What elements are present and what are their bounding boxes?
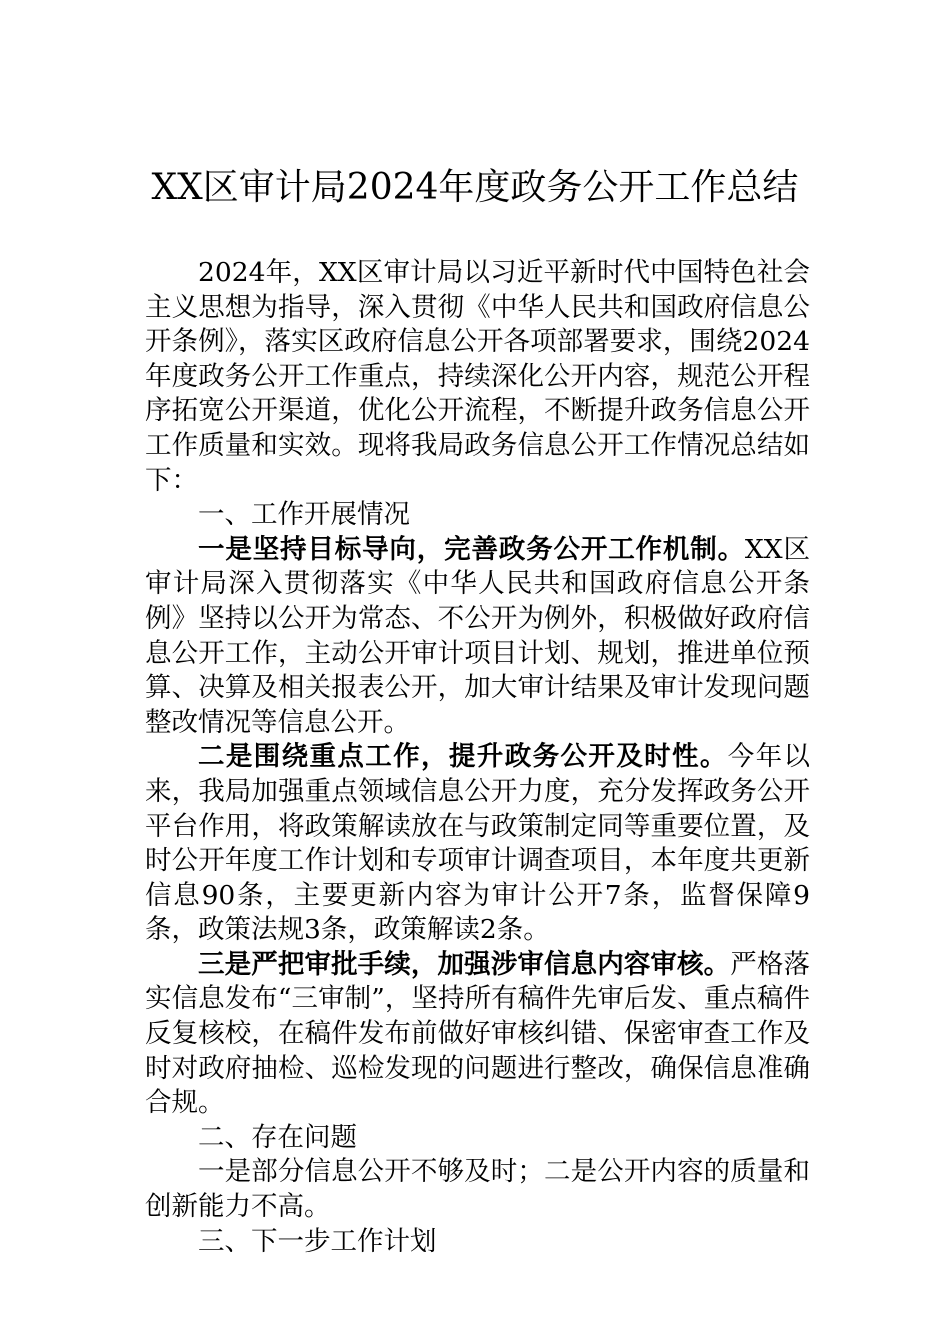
paragraph-text: 三、下一步工作计划	[198, 1225, 437, 1257]
paragraph-text: 一是部分信息公开不够及时；二是公开内容的质量和创新能力不高。	[145, 1156, 810, 1223]
section-heading-work	[145, 498, 810, 533]
paragraph-text: 今年以来，我局加强重点领域信息公开力度，充分发挥政务公开平台作用，将政策解读放在与政策制定同等重要位置，及时公开年度工作计划和专项审计调查项目，本年度共更新信息90条，主要更新内容为审计公开7条，监督保障9条，政策法规3条，政策解读2条。	[145, 741, 811, 946]
paragraph-point-three	[145, 948, 810, 1121]
paragraph-text: 严格落实信息发布“三审制”，坚持所有稿件先审后发、重点稿件反复核校，在稿件发布前做好审核纠错、保密审查工作及时对政府抽检、巡检发现的问题进行整改，确保信息准确合规。	[145, 948, 811, 1119]
document-body	[145, 256, 810, 1259]
paragraph-point-two	[145, 740, 810, 948]
paragraph-lead: 二是围绕重点工作，提升政务公开及时性。	[198, 741, 728, 773]
paragraph-lead: 一是坚持目标导向，完善政务公开工作机制。	[198, 533, 745, 565]
section-heading-next-plan	[145, 1225, 810, 1260]
paragraph-text: 2024年，XX区审计局以习近平新时代中国特色社会主义思想为指导，深入贯彻《中华人民共和国政府信息公开条例》，落实区政府信息公开各项部署要求，围绕2024年度政务公开工作重点，持续深化公开内容，规范公开程序拓宽公开渠道，优化公开流程，不断提升政务信息公开工作质量和实效。现将我局政务信息公开工作情况总结如下：	[145, 257, 810, 496]
paragraph-text: 二、存在问题	[198, 1121, 357, 1153]
paragraph-point-one	[145, 533, 810, 741]
paragraph-problems	[145, 1155, 810, 1224]
paragraph-text: XX区审计局深入贯彻落实《中华人民共和国政府信息公开条例》坚持以公开为常态、不公开为例外，积极做好政府信息公开工作，主动公开审计项目计划、规划，推进单位预算、决算及相关报表公开，加大审计结果及审计发现问题整改情况等信息公开。	[145, 533, 810, 738]
paragraph-intro	[145, 256, 810, 498]
document-title: XX区审计局2024年度政务公开工作总结	[151, 167, 799, 208]
paragraph-text: 一、工作开展情况	[198, 499, 410, 531]
paragraph-lead: 三是严把审批手续，加强涉审信息内容审核。	[198, 948, 731, 980]
section-heading-problems	[145, 1121, 810, 1156]
